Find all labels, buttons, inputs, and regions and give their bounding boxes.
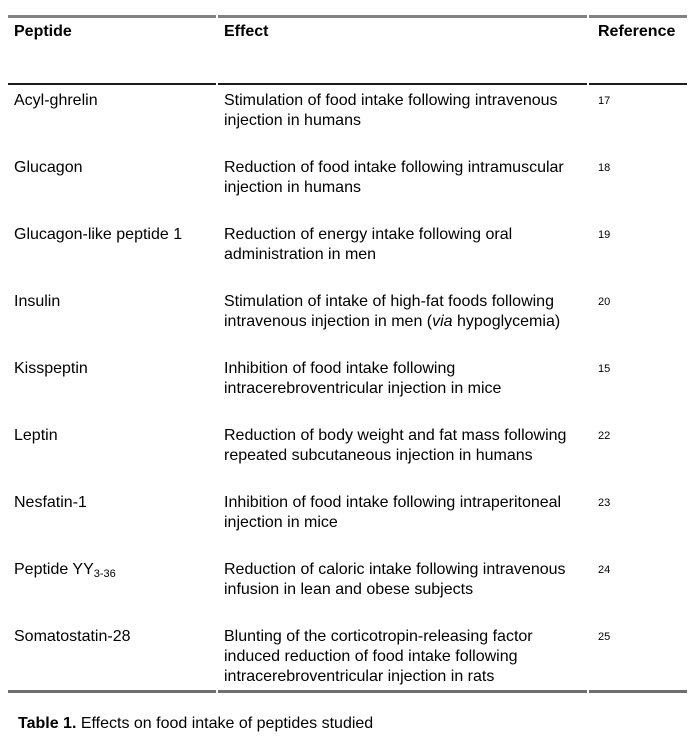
table-row <box>8 85 687 152</box>
reference-superscript: 18 <box>598 162 611 174</box>
table-row <box>8 219 687 286</box>
effect-cell: Stimulation of intake of high-fat foods following intravenous injection in men (via hypoglycemia) <box>224 293 561 330</box>
peptide-name-cell: Peptide YY3-36 <box>14 561 116 580</box>
peptide-name-cell: Acyl-ghrelin <box>14 92 98 109</box>
effect-cell: Inhibition of food intake following intraperitoneal injection in mice <box>224 494 562 531</box>
table-row <box>8 152 687 219</box>
table-row <box>8 621 687 693</box>
peptide-name-cell: Glucagon <box>14 159 83 176</box>
reference-superscript: 23 <box>598 497 611 509</box>
effect-italic-text: via <box>432 313 453 330</box>
column-header-reference: Reference <box>589 15 687 85</box>
peptides-table <box>6 15 689 693</box>
reference-superscript: 19 <box>598 229 611 241</box>
reference-cell <box>589 353 687 420</box>
reference-cell <box>589 487 687 554</box>
reference-superscript: 20 <box>598 296 611 308</box>
effect-cell: Reduction of energy intake following oral administration in men <box>224 226 513 263</box>
reference-superscript: 22 <box>598 430 611 442</box>
effect-cell: Reduction of food intake following intramuscular injection in humans <box>224 159 564 196</box>
effect-cell: Reduction of caloric intake following intravenous infusion in lean and obese subjects <box>224 561 566 598</box>
reference-superscript: 17 <box>598 95 611 107</box>
effect-cell: Stimulation of food intake following intravenous injection in humans <box>224 92 558 129</box>
reference-superscript: 24 <box>598 564 611 576</box>
table-row <box>8 420 687 487</box>
reference-cell <box>589 219 687 286</box>
reference-cell <box>589 85 687 152</box>
reference-superscript: 15 <box>598 363 611 375</box>
table-caption-text: Effects on food intake of peptides studied <box>76 715 374 732</box>
reference-superscript: 25 <box>598 631 611 643</box>
reference-cell <box>589 621 687 693</box>
reference-cell <box>589 152 687 219</box>
reference-cell <box>589 420 687 487</box>
peptide-name-cell: Glucagon-like peptide 1 <box>14 226 183 243</box>
peptide-subscript: 3-36 <box>93 568 116 580</box>
table-caption <box>18 714 373 734</box>
effect-cell: Inhibition of food intake following intracerebroventricular injection in mice <box>224 360 502 397</box>
table-row <box>8 554 687 621</box>
table-row <box>8 487 687 554</box>
peptide-name-cell: Somatostatin-28 <box>8 621 216 693</box>
effect-cell: Blunting of the corticotropin-releasing factor induced reduction of food intake following intracerebroventricular injection in rats <box>218 621 587 693</box>
peptide-name-cell: Nesfatin-1 <box>14 494 87 511</box>
table-header-row <box>8 15 687 85</box>
effect-cell: Reduction of body weight and fat mass following repeated subcutaneous injection in humans <box>224 427 567 464</box>
column-header-peptide: Peptide <box>8 15 216 85</box>
peptide-name-cell: Kisspeptin <box>14 360 88 377</box>
peptide-name-cell: Insulin <box>14 293 61 310</box>
peptide-name-cell: Leptin <box>14 427 58 444</box>
reference-cell <box>589 554 687 621</box>
table-row <box>8 353 687 420</box>
table-caption-label: Table 1. <box>18 715 77 732</box>
reference-cell <box>589 286 687 353</box>
table-row <box>8 286 687 353</box>
column-header-effect: Effect <box>218 15 587 85</box>
